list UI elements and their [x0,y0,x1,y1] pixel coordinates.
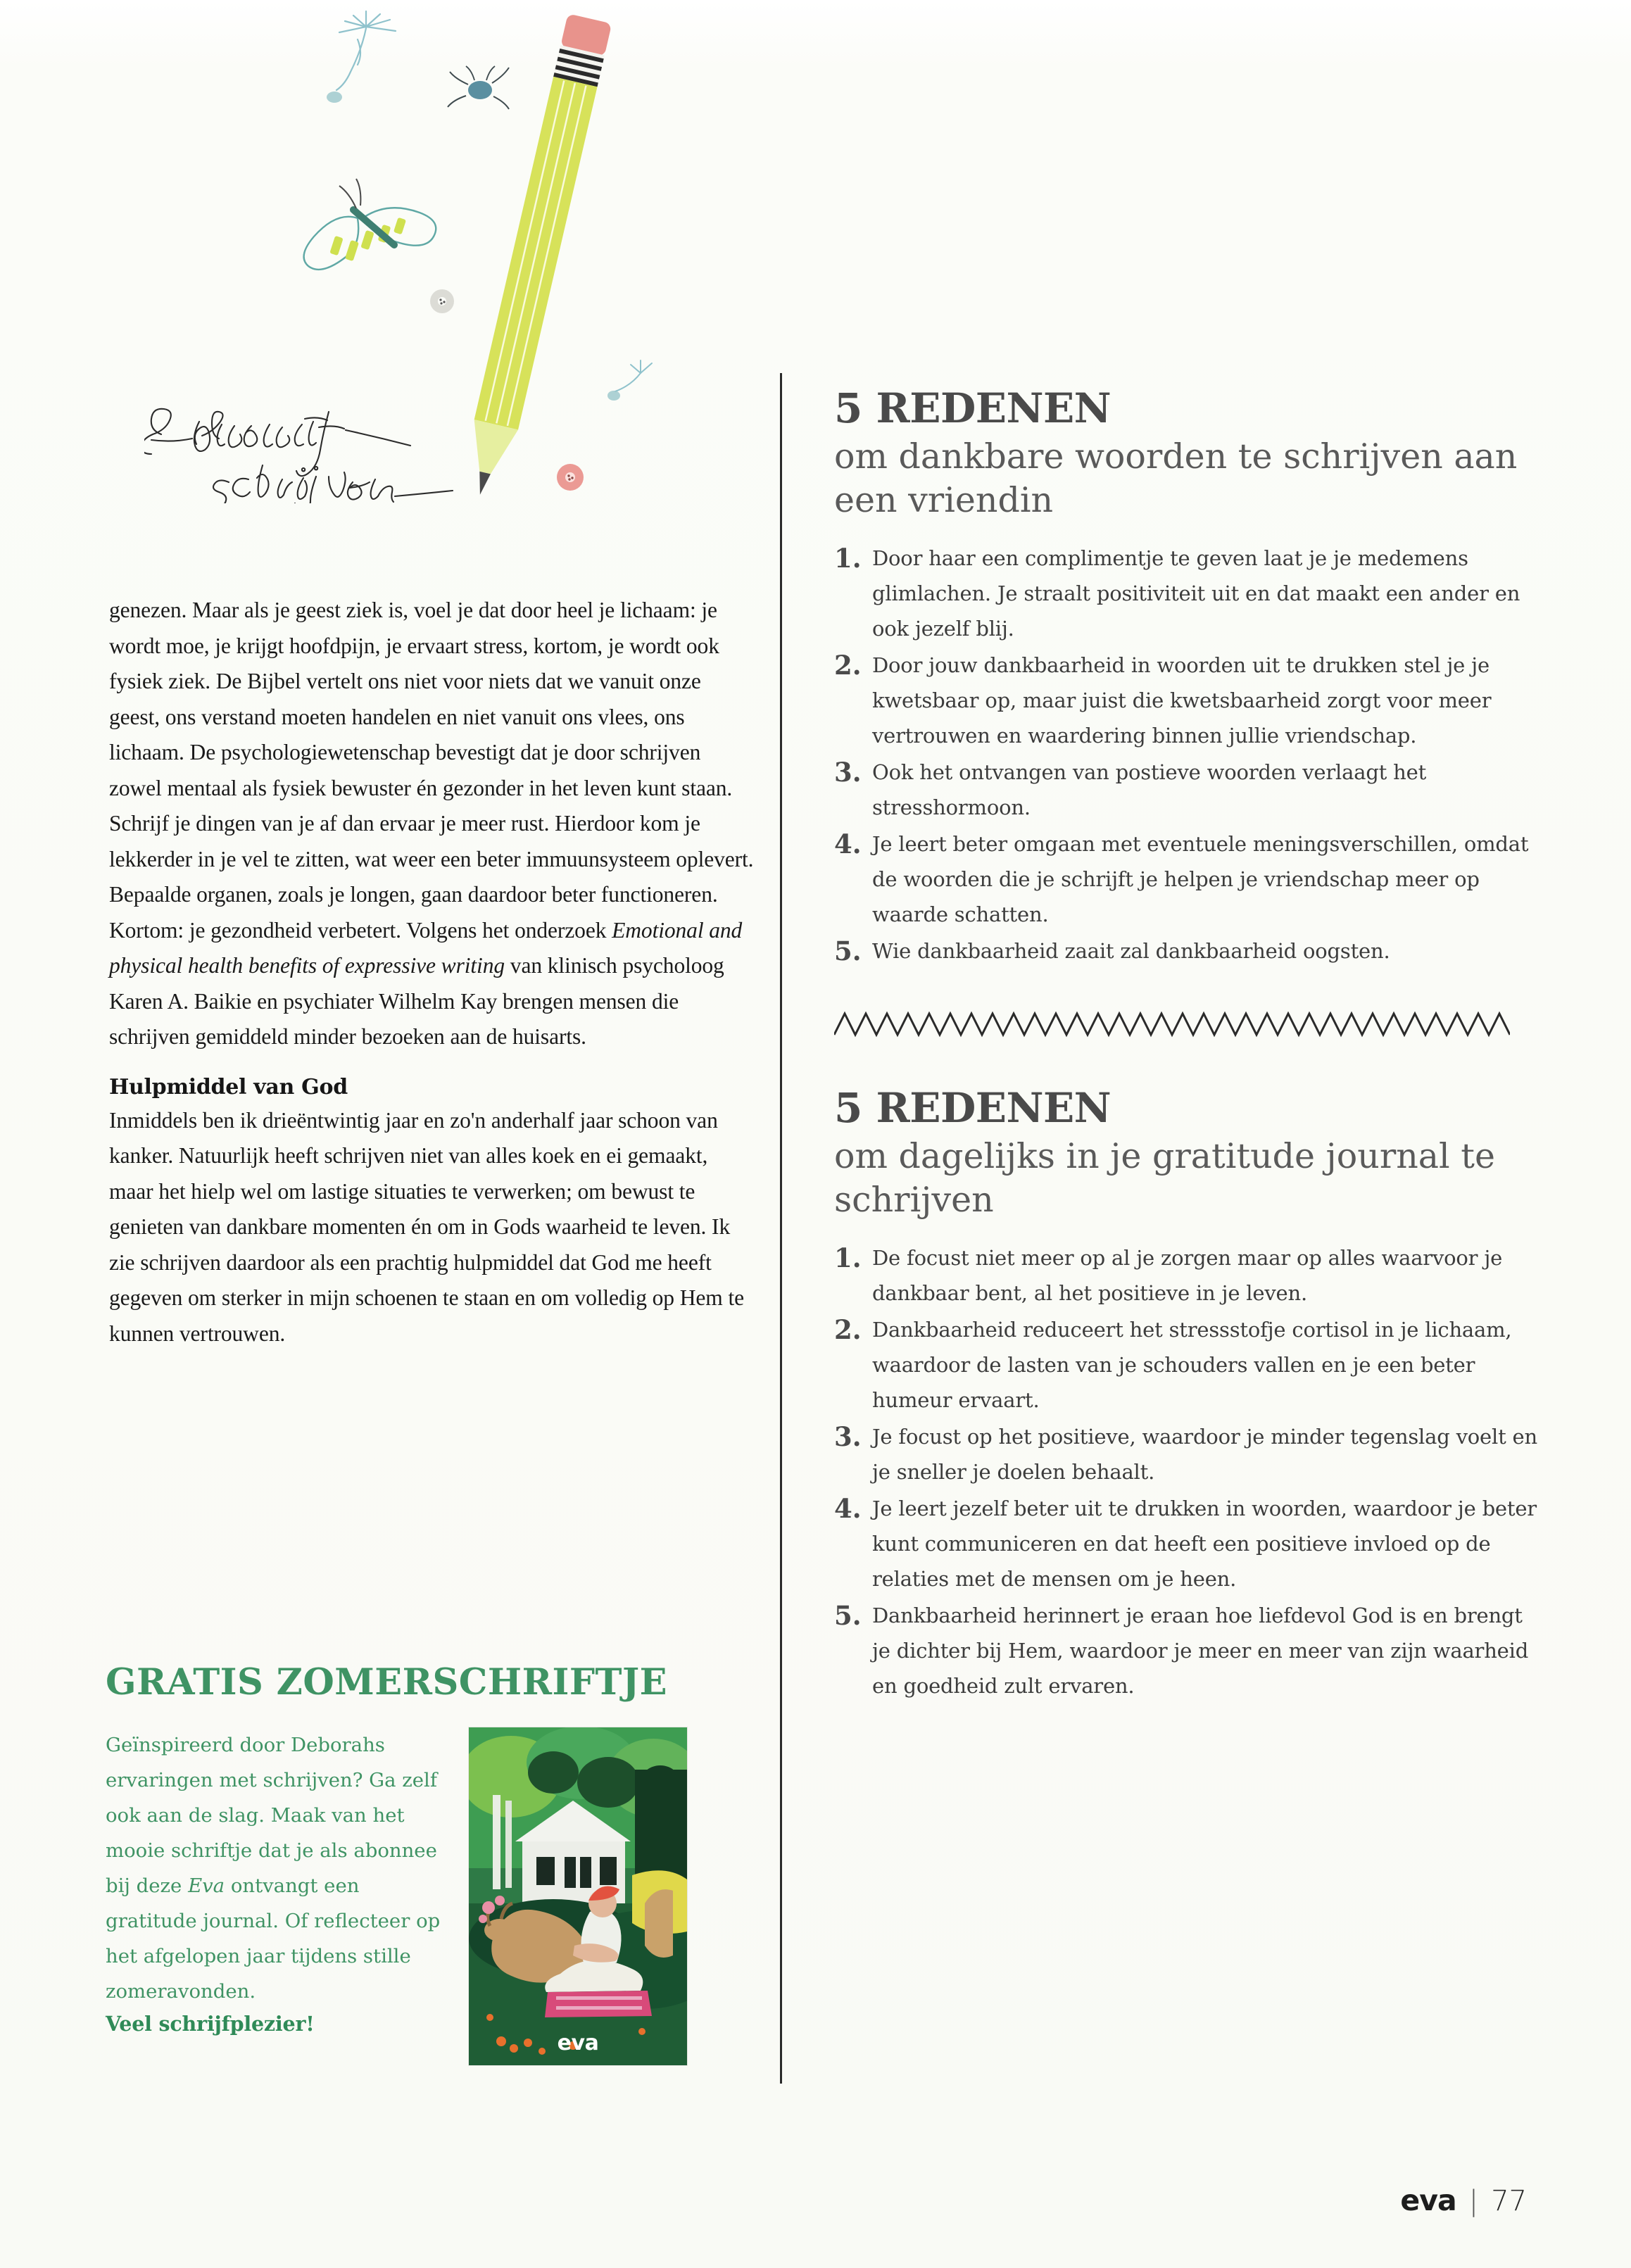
list-text: Je leert beter omgaan met eventuele meningsverschillen, omdat de woorden die je schrijft je helpen je vriendschap meer op waarde schatten. [872,832,1529,926]
sidebar-2-list [834,1240,1538,1703]
article-paragraph-2: Inmiddels ben ik drieëntwintig jaar en zo'n anderhalf jaar schoon van kanker. Natuurlijk heeft schrijven niet van alles koek en ei gemaakt, maar het hielp wel om lastige situaties te verwerken; om bewust te genieten van dankbare momenten én om in Gods waarheid te leven. Ik zie schrijven daardoor als een prachtig hulpmiddel dat God me heeft gegeven om sterker in mijn schoenen te staan en om volledig op Hem te kunnen vertrouwen. [109,1107,744,1346]
sidebar-block-2 [834,1085,1538,1703]
list-number: 3. [834,757,862,788]
pink-flower-icon [557,464,584,491]
footer-separator: | [1468,2185,1479,2217]
list-item [834,755,1538,825]
promo-title: GRATIS ZOMERSCHRIFTJE [106,1661,667,1703]
list-number: 1. [834,1242,862,1273]
promo-body [106,1727,760,2065]
sidebar-2-sub-kicker: om dagelijks in je gratitude journal te schrijven [834,1136,1495,1220]
paragraph-1-tail: van klinisch psycholoog Karen A. Baikie en psychiater Wilhelm Kay brengen mensen die schrijven gemiddeld minder bezoeken aan de huisarts. [109,953,724,1049]
sidebar-1-sub-kicker: om dankbare woorden te schrijven aan een vriendin [834,436,1518,520]
zigzag-divider [834,1008,1510,1040]
list-text: Dankbaarheid herinnert je eraan hoe liefdevol God is en brengt je dichter bij Hem, waardoor je meer en meer van zijn waarheid en goedheid zult ervaren. [872,1604,1529,1698]
promo-description [106,1727,451,2009]
study-title: Emotional and physical health benefits of expressive writing [109,917,743,978]
sidebar-column [834,386,1538,1705]
small-dandelion-icon [615,360,652,391]
promo-call-to-action: Veel schrijfplezier! [106,2012,315,2036]
article-subheading: Hulpmiddel van God [109,1074,348,1100]
bug-icon [448,66,509,109]
list-number: 5. [834,1600,862,1631]
small-flower-icon [430,289,454,313]
promo-block [106,1661,760,2065]
sidebar-1-kicker: 5 REDENEN [834,384,1112,432]
journal-cover-thumbnail [469,1727,687,2065]
promo-text-before: Geïnspireerd door Deborahs ervaringen met schrijven? Ga zelf ook aan de slag. Maak van het mooie schriftje dat je als abonnee bij deze [106,1734,438,1897]
list-text: Dankbaarheid reduceert het stressstofje cortisol in je lichaam, waardoor de lasten van je schouders vallen en je een beter humeur ervaart. [872,1318,1512,1412]
list-number: 2. [834,1314,862,1345]
article-body-column [109,593,757,1352]
list-text: De focust niet meer op al je zorgen maar op alles waarvoor je dankbaar bent, al het positieve in je leven. [872,1246,1503,1305]
list-item [834,933,1538,969]
page-footer [1400,2184,1527,2217]
sidebar-2-kicker: 5 REDENEN [834,1084,1112,1132]
sidebar-block-1 [834,386,1538,969]
list-item [834,648,1538,753]
list-number: 2. [834,650,862,681]
list-number: 3. [834,1421,862,1452]
cover-logo: eva [557,2031,599,2055]
magazine-brand: eva [1400,2184,1456,2217]
column-divider [780,373,782,2084]
list-number: 4. [834,829,862,859]
paragraph-1-lead: genezen. Maar als je geest ziek is, voel je dat door heel je lichaam: je wordt moe, je krijgt hoofdpijn, je ervaart stress, kortom, je wordt ook fysiek ziek. De Bijbel vertelt ons niet voor niets dat we vanuit onze geest, ons verstand moeten handelen en niet vanuit ons vlees, ons lichaam. De psychologiewetenschap bevestigt dat je door schrijven zowel mentaal als fysiek bewuster én gezonder in het leven kunt staan. Schrijf je dingen van je af dan ervaar je meer rust. Hierdoor kom je lekkerder in je vel te zitten, wat weer een beter immuunsysteem oplevert. Bepaalde organen, zoals je longen, gaan daardoor beter functioneren. Kortom: je gezondheid verbetert. Volgens het onderzoek [109,598,754,943]
list-text: Je focust op het positieve, waardoor je minder tegenslag voelt en je sneller je doelen behaalt. [872,1425,1537,1484]
list-item [834,541,1538,646]
list-item [834,1598,1538,1703]
list-number: 1. [834,543,862,574]
list-text: Je leert jezelf beter uit te drukken in woorden, waardoor je beter kunt communiceren en dat heeft een positieve invloed op de relaties met de mensen om je heen. [872,1497,1537,1591]
dandelion-icon [336,11,396,90]
list-item [834,1240,1538,1311]
promo-magazine-name: Eva [188,1875,225,1897]
list-number: 4. [834,1493,862,1524]
list-item [834,826,1538,932]
moth-icon [304,179,436,270]
list-number: 5. [834,935,862,966]
article-paragraph-1 [109,593,757,1055]
page-number: 77 [1491,2185,1527,2217]
list-text: Door haar een complimentje te geven laat je je medemens glimlachen. Je straalt positiviteit uit en dat maakt een ander en ook jezelf blij. [872,546,1520,641]
list-text: Door jouw dankbaarheid in woorden uit te drukken stel je je kwetsbaar op, maar juist die kwetsbaarheid zorgt voor meer vertrouwen en waardering binnen jullie vriendschap. [872,653,1492,748]
list-item [834,1419,1538,1489]
list-item [834,1312,1538,1418]
handwritten-title [144,391,539,503]
list-text: Wie dankbaarheid zaait zal dankbaarheid oogsten. [872,939,1390,963]
list-item [834,1491,1538,1596]
sidebar-1-list [834,541,1538,969]
promo-text-after: ontvangt een gratitude journal. Of reflecteer op het afgelopen jaar tijdens stille zomeravonden. [106,1875,441,2003]
list-text: Ook het ontvangen van postieve woorden verlaagt het stresshormoon. [872,760,1427,819]
